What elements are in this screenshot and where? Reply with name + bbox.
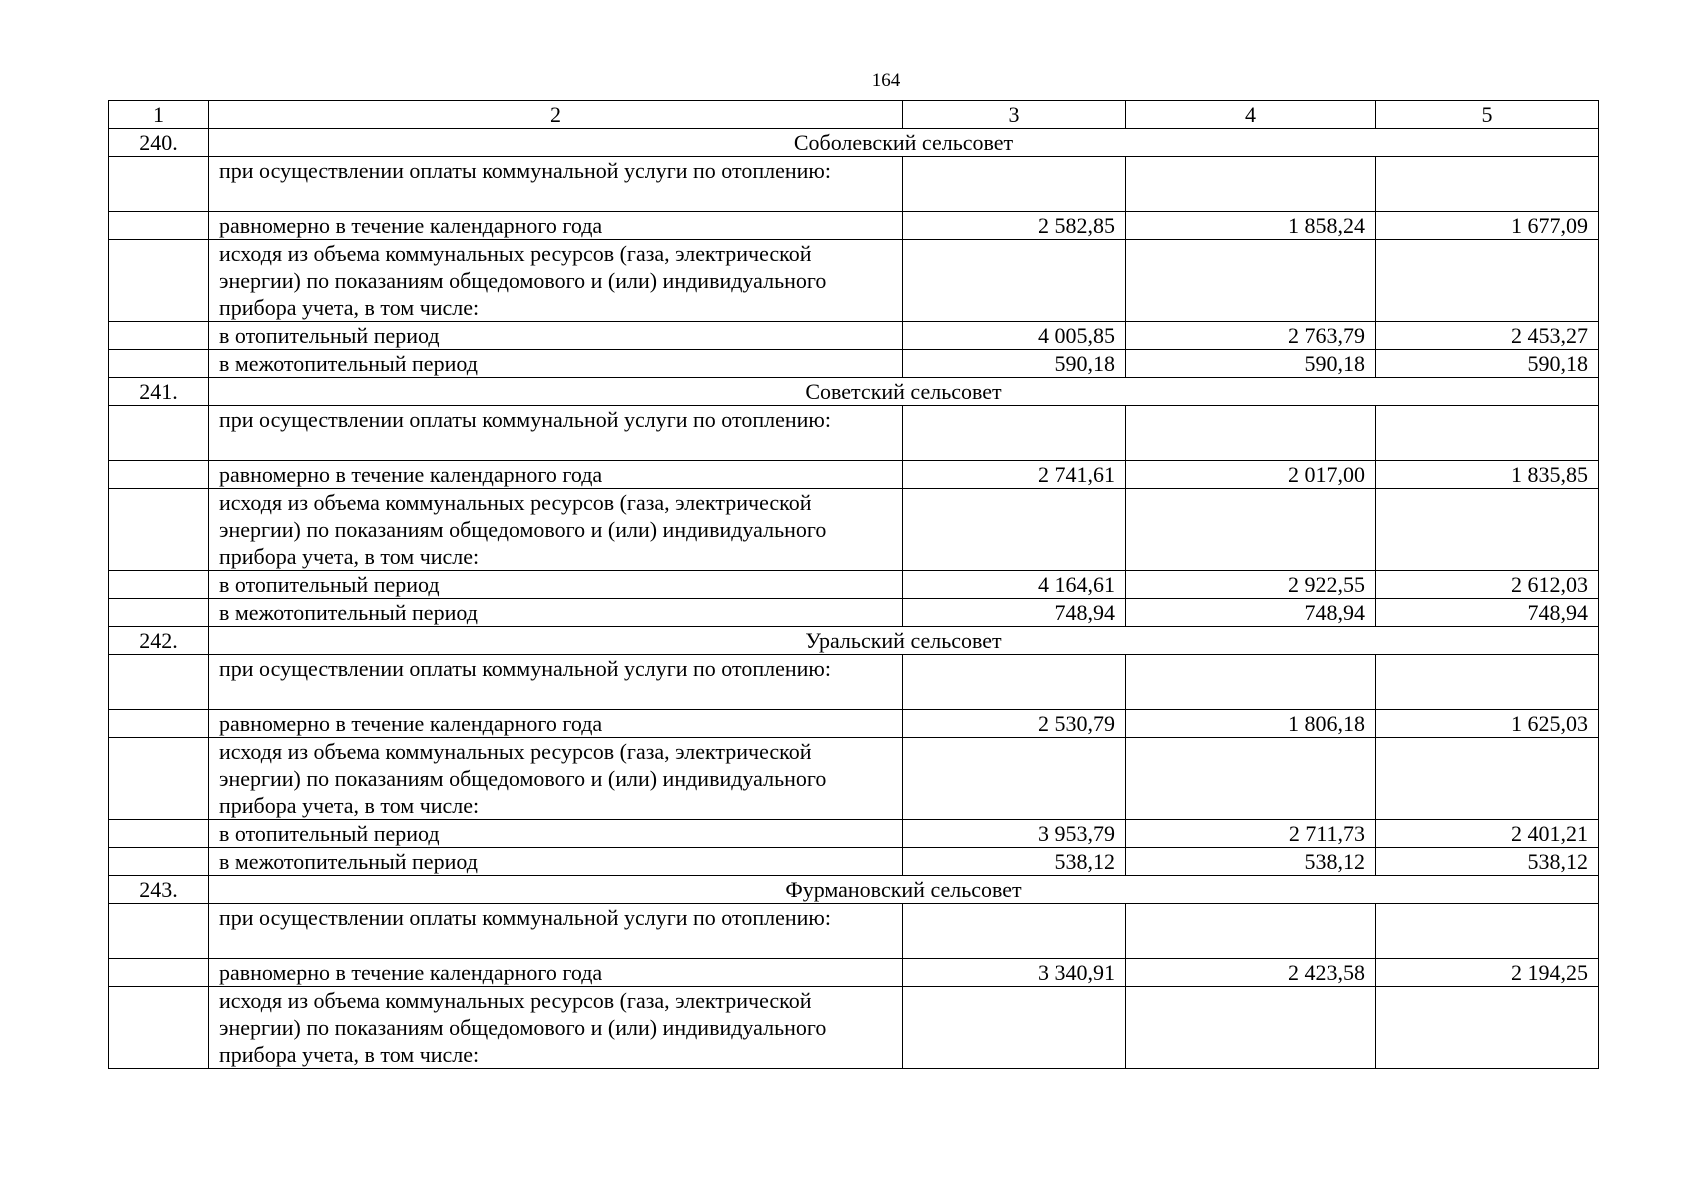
section-title: Советский сельсовет [209,378,1599,406]
value-cell-v4 [1126,240,1376,322]
table-row [109,571,1599,599]
section-row [109,627,1599,655]
empty-cell [109,904,209,959]
section-title: Уральский сельсовет [209,627,1599,655]
row-label: в межотопительный период [209,848,903,876]
value-cell-v5 [1376,157,1599,212]
value-cell-v4 [1126,655,1376,710]
empty-cell [109,710,209,738]
table-row [109,489,1599,571]
value-cell-v4: 1 858,24 [1126,212,1376,240]
row-label: равномерно в течение календарного года [209,959,903,987]
value-cell-v4 [1126,406,1376,461]
value-cell-v4: 590,18 [1126,350,1376,378]
section-number: 240. [109,129,209,157]
table-row [109,738,1599,820]
row-label: исходя из объема коммунальных ресурсов (газа, электрической энергии) по показаниям общедомового и (или) индивидуального прибора учета, в том числе: [209,738,903,820]
empty-cell [109,350,209,378]
table-row [109,212,1599,240]
value-cell-v5: 2 401,21 [1376,820,1599,848]
value-cell-v3: 3 340,91 [903,959,1126,987]
value-cell-v4: 2 423,58 [1126,959,1376,987]
empty-cell [109,489,209,571]
value-cell-v3: 4 164,61 [903,571,1126,599]
row-label: при осуществлении оплаты коммунальной услуги по отоплению: [209,904,903,959]
table-row [109,904,1599,959]
header-col-2: 2 [209,101,903,129]
value-cell-v4: 748,94 [1126,599,1376,627]
table-row [109,157,1599,212]
value-cell-v4 [1126,738,1376,820]
value-cell-v3: 538,12 [903,848,1126,876]
value-cell-v5: 2 612,03 [1376,571,1599,599]
row-label: исходя из объема коммунальных ресурсов (газа, электрической энергии) по показаниям общедомового и (или) индивидуального прибора учета, в том числе: [209,489,903,571]
empty-cell [109,959,209,987]
row-label: при осуществлении оплаты коммунальной услуги по отоплению: [209,406,903,461]
page-number: 164 [871,70,901,91]
value-cell-v3 [903,489,1126,571]
empty-cell [109,599,209,627]
table-row [109,350,1599,378]
header-col-4: 4 [1126,101,1376,129]
table-row [109,987,1599,1069]
empty-cell [109,212,209,240]
row-label: исходя из объема коммунальных ресурсов (газа, электрической энергии) по показаниям общедомового и (или) индивидуального прибора учета, в том числе: [209,987,903,1069]
value-cell-v3: 3 953,79 [903,820,1126,848]
row-label: исходя из объема коммунальных ресурсов (газа, электрической энергии) по показаниям общедомового и (или) индивидуального прибора учета, в том числе: [209,240,903,322]
tariff-table [108,100,1599,1069]
empty-cell [109,820,209,848]
table-row [109,322,1599,350]
value-cell-v5 [1376,406,1599,461]
value-cell-v5 [1376,904,1599,959]
value-cell-v5 [1376,240,1599,322]
row-label: равномерно в течение календарного года [209,461,903,489]
value-cell-v3 [903,240,1126,322]
empty-cell [109,322,209,350]
section-number: 242. [109,627,209,655]
row-label: в межотопительный период [209,599,903,627]
value-cell-v3: 2 741,61 [903,461,1126,489]
table-row [109,599,1599,627]
value-cell-v3 [903,738,1126,820]
value-cell-v4: 538,12 [1126,848,1376,876]
header-col-1: 1 [109,101,209,129]
value-cell-v5 [1376,655,1599,710]
value-cell-v5: 748,94 [1376,599,1599,627]
value-cell-v5: 2 453,27 [1376,322,1599,350]
value-cell-v5: 590,18 [1376,350,1599,378]
value-cell-v4 [1126,987,1376,1069]
table-row [109,461,1599,489]
row-label: в отопительный период [209,571,903,599]
row-label: равномерно в течение календарного года [209,212,903,240]
value-cell-v4: 2 763,79 [1126,322,1376,350]
table-row [109,710,1599,738]
empty-cell [109,461,209,489]
row-label: равномерно в течение календарного года [209,710,903,738]
empty-cell [109,655,209,710]
value-cell-v5 [1376,738,1599,820]
empty-cell [109,406,209,461]
value-cell-v3 [903,655,1126,710]
value-cell-v3 [903,157,1126,212]
section-row [109,129,1599,157]
value-cell-v3: 748,94 [903,599,1126,627]
empty-cell [109,571,209,599]
section-title: Соболевский сельсовет [209,129,1599,157]
table-row [109,406,1599,461]
value-cell-v5: 1 677,09 [1376,212,1599,240]
value-cell-v5 [1376,489,1599,571]
table-row [109,820,1599,848]
value-cell-v4 [1126,904,1376,959]
empty-cell [109,240,209,322]
header-col-3: 3 [903,101,1126,129]
section-number: 241. [109,378,209,406]
value-cell-v3: 2 582,85 [903,212,1126,240]
value-cell-v3: 590,18 [903,350,1126,378]
value-cell-v5: 1 625,03 [1376,710,1599,738]
value-cell-v4 [1126,489,1376,571]
value-cell-v5: 2 194,25 [1376,959,1599,987]
row-label: при осуществлении оплаты коммунальной услуги по отоплению: [209,655,903,710]
value-cell-v3 [903,406,1126,461]
value-cell-v3: 4 005,85 [903,322,1126,350]
section-row [109,876,1599,904]
value-cell-v5: 1 835,85 [1376,461,1599,489]
value-cell-v3: 2 530,79 [903,710,1126,738]
value-cell-v4: 2 017,00 [1126,461,1376,489]
value-cell-v4: 2 922,55 [1126,571,1376,599]
value-cell-v3 [903,987,1126,1069]
table-header-row [109,101,1599,129]
value-cell-v4: 1 806,18 [1126,710,1376,738]
section-number: 243. [109,876,209,904]
row-label: в межотопительный период [209,350,903,378]
row-label: в отопительный период [209,820,903,848]
row-label: при осуществлении оплаты коммунальной услуги по отоплению: [209,157,903,212]
value-cell-v5: 538,12 [1376,848,1599,876]
table-row [109,240,1599,322]
value-cell-v4: 2 711,73 [1126,820,1376,848]
empty-cell [109,738,209,820]
section-row [109,378,1599,406]
empty-cell [109,987,209,1069]
empty-cell [109,848,209,876]
value-cell-v3 [903,904,1126,959]
table-row [109,848,1599,876]
table-row [109,959,1599,987]
row-label: в отопительный период [209,322,903,350]
table-row [109,655,1599,710]
header-col-5: 5 [1376,101,1599,129]
empty-cell [109,157,209,212]
section-title: Фурмановский сельсовет [209,876,1599,904]
value-cell-v4 [1126,157,1376,212]
value-cell-v5 [1376,987,1599,1069]
